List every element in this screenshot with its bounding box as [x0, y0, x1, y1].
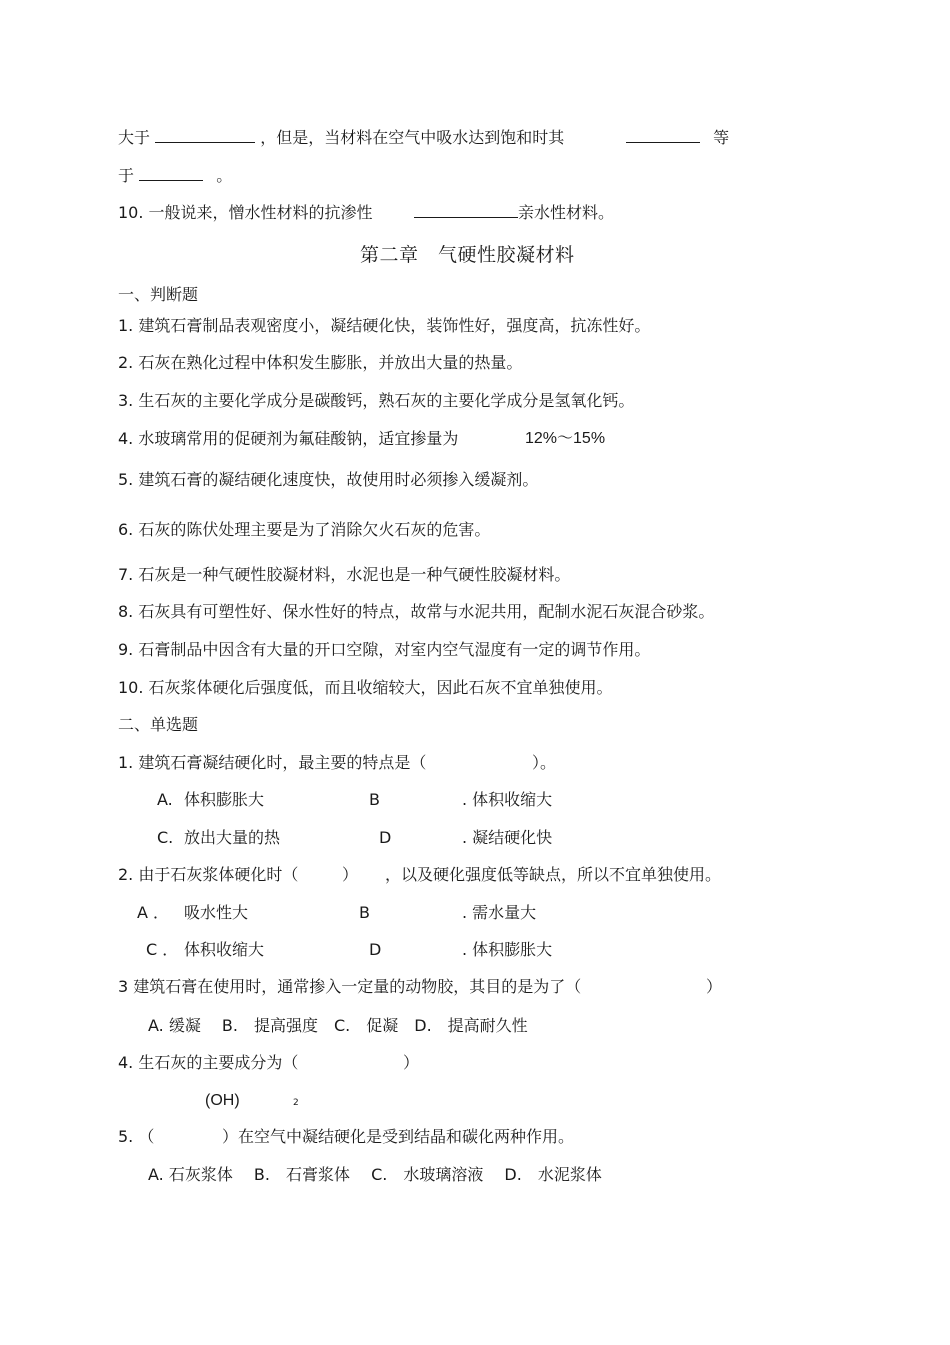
choice-question-4-end: ）: [403, 1053, 420, 1072]
judgement-item-value: 12%～15%: [525, 430, 606, 447]
section-heading-single-choice: 二、单选题: [118, 715, 199, 734]
choice-question-2-mid: ）: [342, 865, 359, 884]
option-label: B: [359, 903, 370, 922]
choice-question-3-end: ）: [706, 977, 723, 996]
text-fragment: 等: [713, 128, 730, 147]
choice-question-3: 3 建筑石膏在使用时，通常掺入一定量的动物胶，其目的是为了（: [118, 977, 582, 996]
judgement-item: 5. 建筑石膏的凝结硬化速度快，故使用时必须掺入缓凝剂。: [118, 470, 539, 489]
option-text: . 需水量大: [462, 903, 537, 922]
option-text: 放出大量的热: [184, 828, 281, 847]
chapter-title: 第二章 气硬性胶凝材料: [360, 244, 575, 266]
judgement-item: 3. 生石灰的主要化学成分是碳酸钙，熟石灰的主要化学成分是氢氧化钙。: [118, 391, 635, 410]
judgement-item: 8. 石灰具有可塑性好、保水性好的特点，故常与水泥共用，配制水泥石灰混合砂浆。: [118, 602, 715, 621]
intro-line-2: [118, 166, 232, 186]
judgement-item: 4. 水玻璃常用的促硬剂为氟硅酸钠，适宜掺量为: [118, 429, 459, 448]
text-fragment: 亲水性材料。: [518, 203, 615, 222]
option-label: A ．: [137, 903, 170, 922]
choice-question-2: 2. 由于石灰浆体硬化时（: [118, 865, 299, 884]
intro-line-1: [118, 128, 564, 148]
option-text: . 体积收缩大: [462, 790, 553, 809]
intro-line-1-end: [626, 128, 729, 148]
chemical-formula: (OH): [205, 1092, 240, 1109]
formula-subscript: 2: [293, 1098, 299, 1108]
judgement-item: 10. 石灰浆体硬化后强度低，而且收缩较大，因此石灰不宜单独使用。: [118, 678, 613, 697]
choice-question-1: 1. 建筑石膏凝结硬化时，最主要的特点是（: [118, 753, 427, 772]
choice-question-5-options: A. 石灰浆体 B. 石膏浆体 C. 水玻璃溶液 D. 水泥浆体: [148, 1165, 602, 1184]
text-fragment: ，但是，当材料在空气中吸水达到饱和时其: [260, 128, 565, 147]
answer-blank: [155, 128, 255, 143]
choice-question-1-end: ）。: [532, 753, 557, 772]
option-text: 吸水性大: [184, 903, 249, 922]
option-text: 体积收缩大: [184, 940, 265, 959]
option-label: A.: [157, 790, 173, 809]
option-text: . 体积膨胀大: [462, 940, 553, 959]
choice-question-4: 4. 生石灰的主要成分为（: [118, 1053, 299, 1072]
intro-question-10-end: [414, 203, 614, 223]
judgement-item: 6. 石灰的陈伏处理主要是为了消除欠火石灰的危害。: [118, 520, 491, 539]
answer-blank: [139, 166, 203, 181]
judgement-item: 1. 建筑石膏制品表观密度小，凝结硬化快，装饰性好，强度高，抗冻性好。: [118, 316, 651, 335]
option-label: D: [369, 940, 382, 959]
option-label: D: [379, 828, 392, 847]
option-label: C.: [157, 828, 174, 847]
judgement-item: 7. 石灰是一种气硬性胶凝材料，水泥也是一种气硬性胶凝材料。: [118, 565, 571, 584]
choice-question-3-options: A. 缓凝 B. 提高强度 C. 促凝 D. 提高耐久性: [148, 1016, 528, 1035]
choice-question-5: 5. （: [118, 1127, 155, 1146]
answer-blank: [626, 128, 700, 143]
judgement-item: 2. 石灰在熟化过程中体积发生膨胀，并放出大量的热量。: [118, 353, 523, 372]
text-fragment: 10. 一般说来，憎水性材料的抗渗性: [118, 203, 373, 222]
text-fragment: 于: [118, 166, 135, 185]
choice-question-5-end: ）在空气中凝结硬化是受到结晶和碳化两种作用。: [222, 1127, 575, 1146]
option-label: C ．: [146, 940, 179, 959]
intro-question-10: [118, 203, 373, 223]
choice-question-2-end: ，以及硬化强度低等缺点，所以不宜单独使用。: [385, 865, 722, 884]
section-heading-judgement: 一、判断题: [118, 285, 199, 304]
option-label: B: [369, 790, 380, 809]
text-fragment: 大于: [118, 128, 151, 147]
option-text: 体积膨胀大: [184, 790, 265, 809]
answer-blank: [414, 203, 518, 218]
judgement-item: 9. 石膏制品中因含有大量的开口空隙，对室内空气湿度有一定的调节作用。: [118, 640, 651, 659]
option-text: . 凝结硬化快: [462, 828, 553, 847]
text-fragment: 。: [216, 166, 233, 185]
